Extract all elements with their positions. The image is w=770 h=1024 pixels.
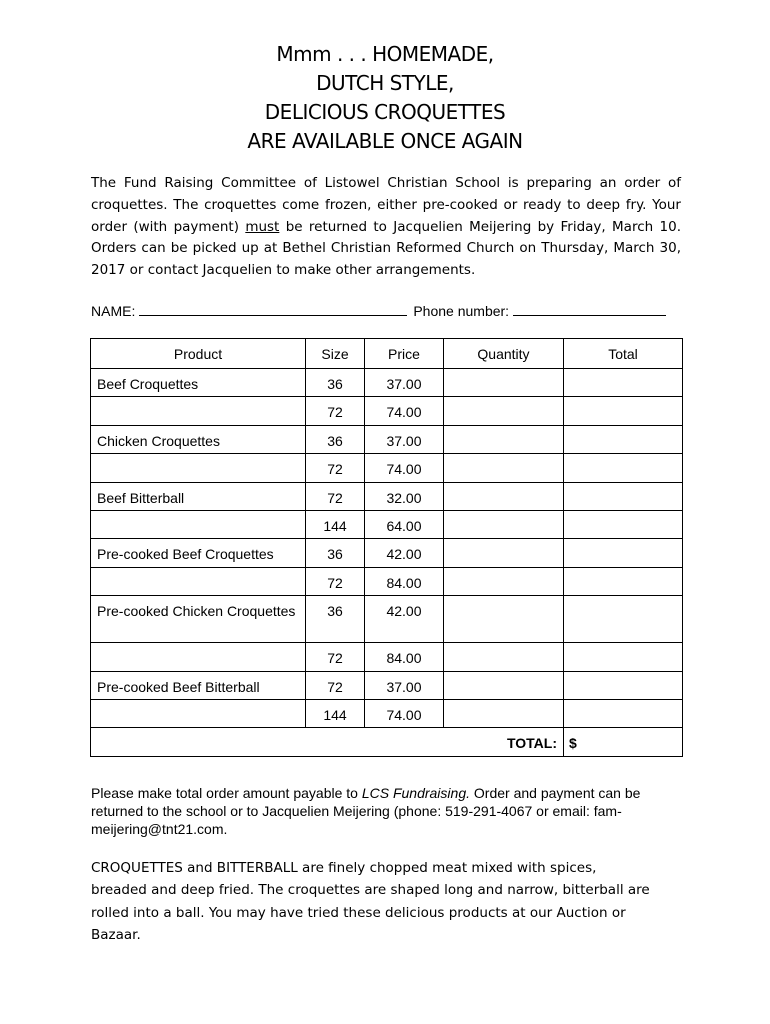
quantity-cell[interactable] (444, 643, 564, 671)
intro-paragraph (91, 173, 681, 282)
name-field[interactable] (139, 301, 407, 316)
price-cell: 74.00 (365, 397, 444, 425)
quantity-cell[interactable] (444, 482, 564, 510)
table-row (91, 699, 683, 727)
table-row (91, 510, 683, 538)
header-total: Total (564, 339, 683, 369)
size-cell: 72 (306, 454, 365, 482)
product-cell: Beef Bitterball (91, 482, 306, 510)
size-cell: 36 (306, 539, 365, 567)
title-line-3: DELICIOUS CROQUETTES (264, 100, 506, 124)
price-cell: 37.00 (365, 369, 444, 397)
size-cell: 36 (306, 425, 365, 453)
price-cell: 64.00 (365, 510, 444, 538)
header-quantity: Quantity (444, 339, 564, 369)
description-line-1: CROQUETTES and BITTERBALL are finely chopped meat mixed with spices, (91, 860, 597, 876)
price-cell: 37.00 (365, 425, 444, 453)
payable-text-end: Order and payment can be returned to the school or to Jacquelien Meijering (phone: 519-291-4067 or email: fam-meijering@tnt21.com. (91, 785, 641, 837)
product-cell (91, 643, 306, 671)
total-row (91, 728, 683, 756)
quantity-cell[interactable] (444, 699, 564, 727)
table-row (91, 482, 683, 510)
product-cell: Beef Croquettes (91, 369, 306, 397)
phone-label: Phone number: (413, 303, 510, 319)
total-cell[interactable] (564, 369, 683, 397)
total-cell[interactable] (564, 539, 683, 567)
table-row (91, 425, 683, 453)
phone-field[interactable] (513, 301, 666, 316)
product-cell: Pre-cooked Beef Croquettes (91, 539, 306, 567)
payable-text-start: Please make total order amount payable to (91, 785, 362, 801)
description-line-2: breaded and deep fried. The croquettes are shaped long and narrow, bitterball are (91, 882, 650, 899)
table-row (91, 539, 683, 567)
total-cell[interactable] (564, 425, 683, 453)
table-row (91, 643, 683, 671)
table-row (91, 369, 683, 397)
table-row (91, 567, 683, 595)
page-title (0, 40, 770, 156)
quantity-cell[interactable] (444, 596, 564, 643)
size-cell: 72 (306, 397, 365, 425)
size-cell: 72 (306, 482, 365, 510)
product-cell (91, 510, 306, 538)
product-cell: Pre-cooked Chicken Croquettes (91, 596, 306, 643)
contact-fields (91, 301, 691, 319)
table-row (91, 671, 683, 699)
table-row (91, 454, 683, 482)
quantity-cell[interactable] (444, 539, 564, 567)
intro-text-start: The Fund Raising Committee of Listowel Christian School is preparing an order of croquettes. The croquettes come frozen, either pre-cooked or ready to deep fry. Your order (with payment) (91, 175, 681, 235)
price-cell: 84.00 (365, 643, 444, 671)
price-cell: 74.00 (365, 699, 444, 727)
price-cell: 84.00 (365, 567, 444, 595)
quantity-cell[interactable] (444, 454, 564, 482)
product-cell (91, 454, 306, 482)
product-cell (91, 699, 306, 727)
title-line-2: DUTCH STYLE, (316, 71, 454, 95)
price-cell: 74.00 (365, 454, 444, 482)
header-size: Size (306, 339, 365, 369)
description-line-3: rolled into a ball. You may have tried these delicious products at our Auction or (91, 904, 626, 921)
size-cell: 72 (306, 671, 365, 699)
total-cell[interactable] (564, 567, 683, 595)
header-price: Price (365, 339, 444, 369)
price-cell: 42.00 (365, 539, 444, 567)
product-cell: Pre-cooked Beef Bitterball (91, 671, 306, 699)
size-cell: 72 (306, 643, 365, 671)
table-row (91, 397, 683, 425)
total-cell[interactable] (564, 643, 683, 671)
quantity-cell[interactable] (444, 425, 564, 453)
name-label: NAME: (91, 303, 136, 319)
intro-underlined-word: must (245, 218, 280, 235)
payment-instructions (91, 784, 681, 838)
size-cell: 36 (306, 596, 365, 643)
grand-total-field[interactable]: $ (564, 728, 683, 756)
table-header-row (91, 339, 683, 369)
total-cell[interactable] (564, 596, 683, 643)
title-line-1: Mmm . . . HOMEMADE, (276, 42, 494, 66)
header-product: Product (91, 339, 306, 369)
payee-name: LCS Fundraising. (361, 785, 470, 801)
total-cell[interactable] (564, 510, 683, 538)
total-cell[interactable] (564, 397, 683, 425)
size-cell: 72 (306, 567, 365, 595)
quantity-cell[interactable] (444, 671, 564, 699)
product-cell (91, 567, 306, 595)
price-cell: 32.00 (365, 482, 444, 510)
size-cell: 144 (306, 699, 365, 727)
price-cell: 37.00 (365, 671, 444, 699)
product-cell (91, 397, 306, 425)
product-cell: Chicken Croquettes (91, 425, 306, 453)
quantity-cell[interactable] (444, 567, 564, 595)
order-table (90, 338, 683, 757)
description-line-4: Bazaar. (91, 926, 141, 943)
title-line-4: ARE AVAILABLE ONCE AGAIN (247, 129, 523, 153)
table-row (91, 596, 683, 643)
price-cell: 42.00 (365, 596, 444, 643)
size-cell: 36 (306, 369, 365, 397)
total-cell[interactable] (564, 454, 683, 482)
total-cell[interactable] (564, 671, 683, 699)
total-cell[interactable] (564, 482, 683, 510)
quantity-cell[interactable] (444, 369, 564, 397)
total-label: TOTAL: (91, 728, 564, 756)
quantity-cell[interactable] (444, 510, 564, 538)
size-cell: 144 (306, 510, 365, 538)
quantity-cell[interactable] (444, 397, 564, 425)
total-cell[interactable] (564, 699, 683, 727)
intro-text-end: be returned to Jacquelien Meijering by Friday, March 10. Orders can be picked up at Bethel Christian Reformed Church on Thursday, March 30, 2017 or contact Jacquelien to make other arrangements. (91, 218, 681, 279)
product-description (91, 857, 691, 946)
